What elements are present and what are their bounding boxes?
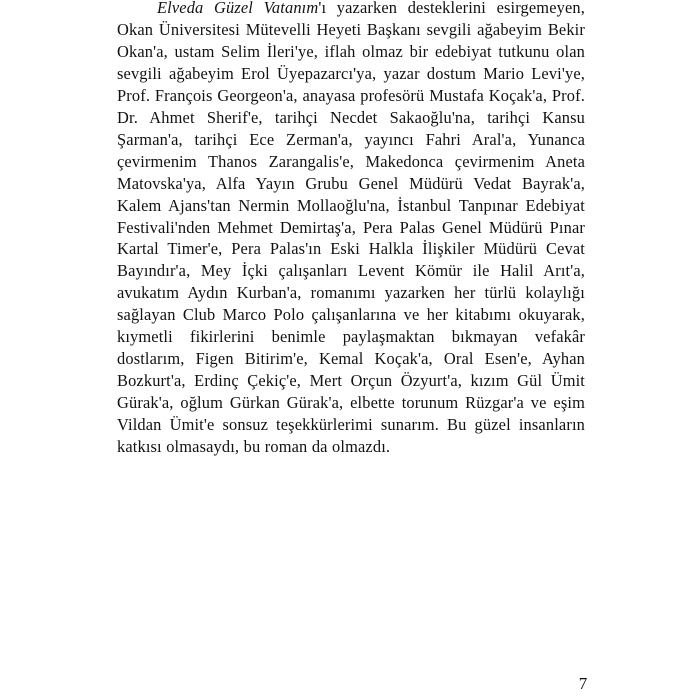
- page-number: [0, 674, 700, 694]
- book-title-italic: Elveda Güzel Vatanım: [157, 0, 319, 17]
- page-number-value: 7: [578, 674, 588, 693]
- paragraph-text: [117, 0, 585, 458]
- paragraph-remainder: 'ı yazarken desteklerini esirgemeyen, Okan Üniversitesi Mütevelli Heyeti Başkanı sevgili ağabeyim Bekir Okan'a, ustam Selim İleri'ye, iflah olmaz bir edebiyat tutkunu olan sevgili ağabeyim Erol Üyepazarcı'ya, yazar dostum Mario Levi'ye, Prof. François Georgeon'a, anayasa profesörü Mustafa Koçak'a, Prof. Dr. Ahmet Sherif'e, tarihçi Necdet Sakaoğlu'na, tarihçi Kansu Şarman'a, tarihçi Ece Zerman'a, yayıncı Fahri Aral'a, Yunanca çevirmenim Thanos Zarangalis'e, Makedonca çevirmenim Aneta Matovska'ya, Alfa Yayın Grubu Genel Müdürü Vedat Bayrak'a, Kalem Ajans'tan Nermin Mollaoğlu'na, İstanbul Tanpınar Edebiyat Festivali'nden Mehmet Demirtaş'a, Pera Palas Genel Müdürü Pınar Kartal Timer'e, Pera Palas'ın Eski Halkla İlişkiler Müdürü Cevat Bayındır'a, Mey İçki çalışanları Levent Kömür ile Halil Arıt'a, avukatım Aydın Kurban'a, romanımı yazarken her türlü kolaylığı sağlayan Club Marco Polo çalışanlarına ve her kitabımı okuyarak, kıymetli fikirlerini benimle paylaşmaktan bıkmayan vefakâr dostlarım, Figen Bitirim'e, Kemal Koçak'a, Oral Esen'e, Ayhan Bozkurt'a, Erdinç Çekiç'e, Mert Orçun Özyurt'a, kızım Gül Ümit Gürak'a, oğlum Gürkan Gürak'a, elbette torunum Rüzgar'a ve eşim Vildan Ümit'e sonsuz teşekkürlerimi sunarım. Bu güzel insanların katkısı olmasaydı, bu roman da olmazdı.: [117, 0, 585, 457]
- acknowledgements-paragraph: [117, 0, 585, 458]
